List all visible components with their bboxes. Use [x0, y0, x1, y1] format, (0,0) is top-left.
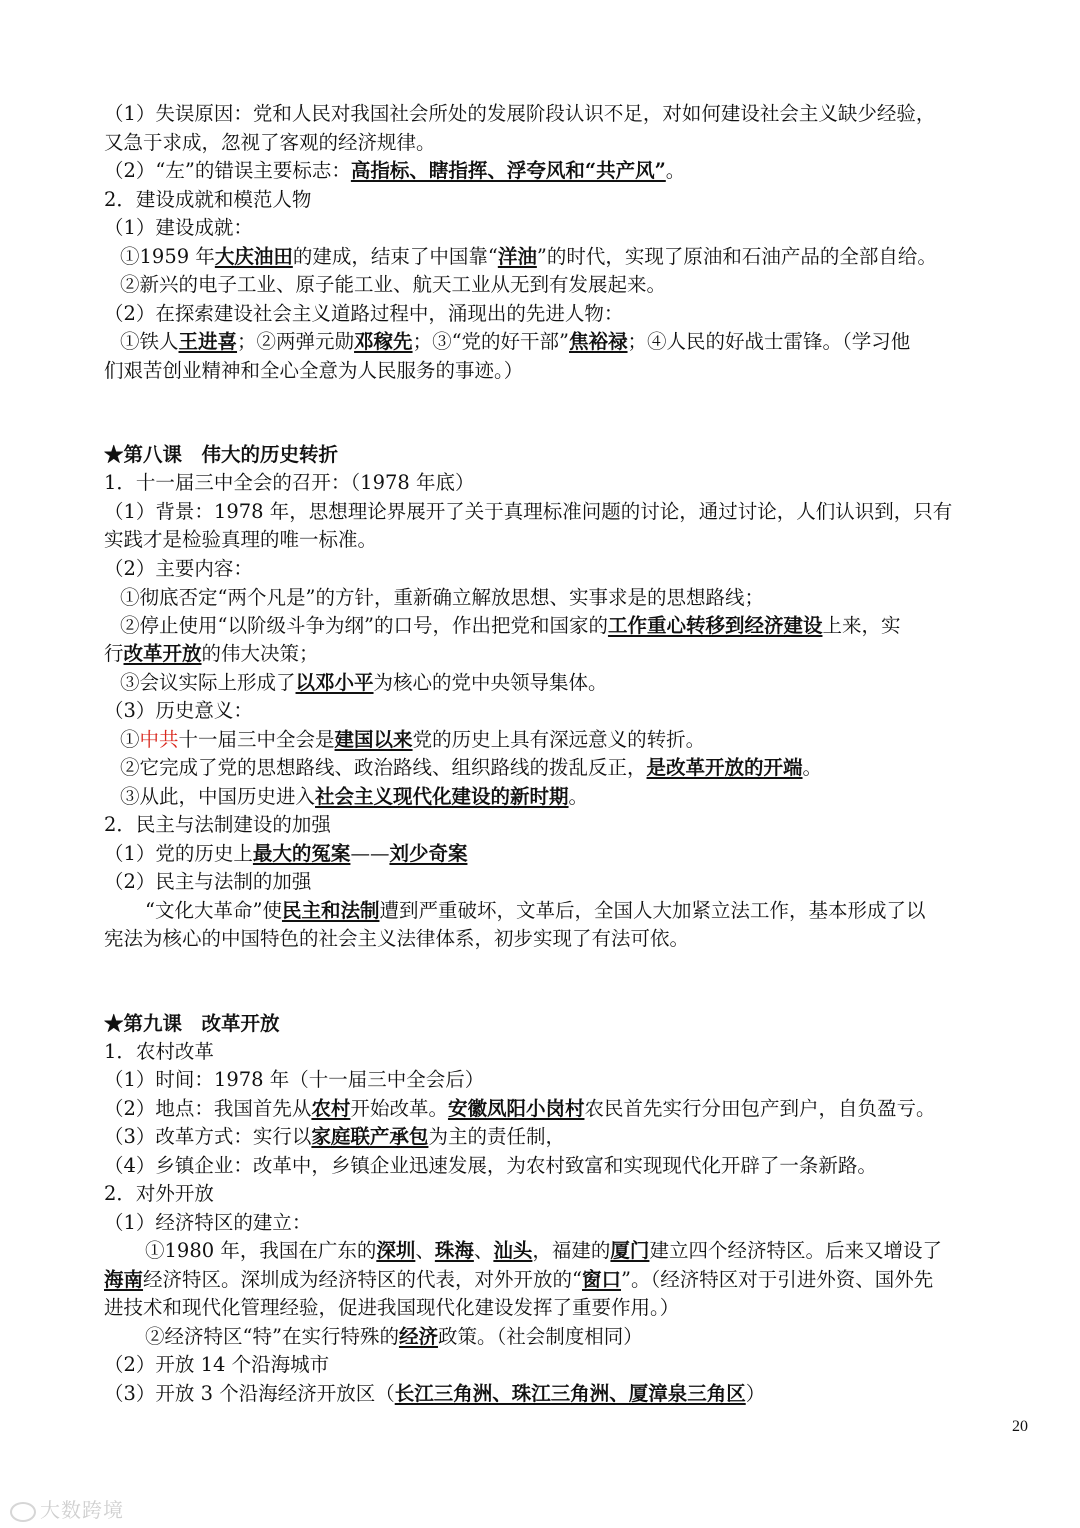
text-segment: ③会议实际上形成了 — [120, 671, 296, 694]
text-line — [120, 726, 705, 754]
text-line — [104, 1180, 214, 1208]
highlighted-text: 中共 — [139, 728, 179, 751]
text-segment: 上来，实 — [822, 614, 901, 637]
watermark-logo-icon — [10, 1502, 36, 1522]
text-line — [104, 840, 467, 868]
text-line — [104, 357, 523, 385]
text-segment: ；④人民的好战士雷锋。（学习他 — [627, 330, 911, 353]
key-term: 农村 — [311, 1097, 351, 1120]
text-segment: “文化大革命”使 — [145, 899, 282, 922]
text-segment: ；②两弹元勋 — [237, 330, 355, 353]
text-line — [104, 469, 474, 497]
text-line — [104, 1123, 565, 1151]
text-segment: 们艰苦创业精神和全心全意为人民服务的事迹。） — [104, 359, 524, 382]
text-line — [104, 157, 685, 185]
text-segment: 党的历史上具有深远意义的转折。 — [412, 728, 706, 751]
text-segment: 。 — [665, 159, 686, 182]
text-segment: （3）开放 3 个沿海经济开放区（ — [104, 1382, 395, 1405]
key-term: 深圳 — [376, 1239, 416, 1262]
text-line — [120, 612, 900, 640]
text-segment: ”的时代，实现了原油和石油产品的全部自给。 — [536, 245, 937, 268]
text-segment: （2）开放 14 个沿海城市 — [104, 1353, 330, 1376]
watermark — [10, 1494, 124, 1523]
text-line — [120, 754, 822, 782]
text-segment: 2．对外开放 — [104, 1182, 214, 1205]
text-line — [120, 783, 588, 811]
text-segment: ，福建的 — [532, 1239, 611, 1262]
section-heading: ★第九课 改革开放 — [104, 1012, 280, 1035]
key-term: 王进喜 — [178, 330, 238, 353]
text-line — [104, 640, 319, 668]
text-line — [104, 100, 935, 128]
text-segment: ②经济特区“特”在实行特殊的 — [145, 1325, 399, 1348]
text-segment: （1）失误原因：党和人民对我国社会所处的发展阶段认识不足，对如何建设社会主义缺少经验， — [104, 102, 936, 125]
key-term: 家庭联产承包 — [311, 1125, 429, 1148]
key-term: 汕头 — [493, 1239, 533, 1262]
text-segment: 2．民主与法制建设的加强 — [104, 813, 331, 836]
text-segment: 农民首先实行分田包产到户，自负盈亏。 — [584, 1097, 936, 1120]
text-segment: （2）主要内容： — [104, 557, 253, 580]
text-segment: （1）党的历史上 — [104, 842, 253, 865]
text-segment: 又急于求成，忽视了客观的经济规律。 — [104, 131, 436, 154]
text-segment: （3）改革方式：实行以 — [104, 1125, 312, 1148]
text-segment: 遭到严重破坏，文革后，全国人大加紧立法工作，基本形成了以 — [379, 899, 926, 922]
key-term: 焦裕禄 — [569, 330, 628, 353]
text-line — [120, 328, 910, 356]
text-line — [104, 526, 377, 554]
text-segment: 行 — [104, 642, 124, 665]
text-line — [104, 129, 436, 157]
text-line — [145, 1323, 643, 1351]
text-segment: 宪法为核心的中国特色的社会主义法律体系，初步实现了有法可依。 — [104, 927, 690, 950]
key-term: 经济 — [398, 1325, 438, 1348]
text-segment: ；③“党的好干部” — [412, 330, 570, 353]
text-line — [120, 584, 764, 612]
text-segment: 开始改革。 — [350, 1097, 448, 1120]
key-term: 建国以来 — [334, 728, 413, 751]
text-line — [104, 1380, 765, 1408]
text-line — [104, 214, 253, 242]
text-segment: 。 — [568, 785, 589, 808]
text-segment: 为核心的党中央领导集体。 — [373, 671, 608, 694]
key-term: 高指标、瞎指挥、浮夸风和“共产风” — [350, 159, 666, 182]
text-segment: （1）建设成就： — [104, 216, 253, 239]
text-segment: 的伟大决策； — [201, 642, 319, 665]
text-segment: （2）“左”的错误主要标志： — [104, 159, 351, 182]
text-segment: （1）时间：1978 年（十一届三中全会后） — [104, 1068, 485, 1091]
text-line — [104, 1152, 877, 1180]
text-line — [120, 243, 937, 271]
text-line — [104, 1294, 679, 1322]
key-term: 邓稼先 — [354, 330, 413, 353]
text-line — [104, 1095, 935, 1123]
text-segment: ①铁人 — [120, 330, 179, 353]
text-segment: 建立四个经济特区。后来又增设了 — [649, 1239, 942, 1262]
text-line — [104, 1038, 214, 1066]
text-segment: ②新兴的电子工业、原子能工业、航天工业从无到有发展起来。 — [120, 273, 667, 296]
text-line — [104, 498, 952, 526]
text-line — [104, 697, 253, 725]
key-term: 洋油 — [497, 245, 537, 268]
key-term: 民主和法制 — [281, 899, 380, 922]
text-segment: （3）历史意义： — [104, 699, 253, 722]
text-segment: ②它完成了党的思想路线、政治路线、组织路线的拨乱反正， — [120, 756, 647, 779]
text-line — [104, 441, 338, 469]
key-term: 工作重心转移到经济建设 — [607, 614, 823, 637]
text-segment: ① — [120, 728, 140, 751]
key-term: 最大的冤案 — [252, 842, 351, 865]
text-segment: （2）地点：我国首先从 — [104, 1097, 312, 1120]
key-term: 窗口 — [582, 1268, 622, 1291]
text-segment: —— — [350, 842, 390, 865]
text-segment: 进技术和现代化管理经验，促进我国现代化建设发挥了重要作用。） — [104, 1296, 680, 1319]
text-segment: （1）背景：1978 年，思想理论界展开了关于真理标准问题的讨论，通过讨论，人们认识到，只有 — [104, 500, 953, 523]
text-line — [104, 811, 331, 839]
text-segment: 、 — [415, 1239, 435, 1262]
text-line — [104, 555, 253, 583]
text-segment: 1．农村改革 — [104, 1040, 214, 1063]
text-segment: 政策。（社会制度相同） — [437, 1325, 643, 1348]
text-segment: ②停止使用“以阶级斗争为纲”的口号，作出把党和国家的 — [120, 614, 608, 637]
text-line — [104, 1209, 311, 1237]
text-line — [104, 1266, 933, 1294]
key-term: 安徽凤阳小岗村 — [447, 1097, 585, 1120]
text-segment: 、 — [473, 1239, 494, 1262]
text-line — [104, 868, 311, 896]
text-line — [145, 897, 925, 925]
text-segment: ”。（经济特区对于引进外资、国外先 — [621, 1268, 934, 1291]
text-segment: （2）民主与法制的加强 — [104, 870, 312, 893]
text-segment: 2．建设成就和模范人物 — [104, 188, 312, 211]
key-term: 长江三角洲、珠江三角洲、厦漳泉三角区 — [394, 1382, 746, 1405]
text-segment: 十一届三中全会是 — [178, 728, 335, 751]
key-term: 改革开放 — [123, 642, 202, 665]
key-term: 大庆油田 — [214, 245, 293, 268]
text-line — [120, 271, 666, 299]
text-segment: 为主的责任制， — [428, 1125, 565, 1148]
key-term: 海南 — [104, 1268, 144, 1291]
text-segment: ①1959 年 — [120, 245, 215, 268]
text-segment: （2）在探索建设社会主义道路过程中，涌现出的先进人物： — [104, 302, 624, 325]
section-heading: ★第八课 伟大的历史转折 — [104, 443, 339, 466]
text-segment: ③从此，中国历史进入 — [120, 785, 316, 808]
text-line — [104, 1351, 329, 1379]
text-line — [120, 669, 608, 697]
text-segment: ①彻底否定“两个凡是”的方针，重新确立解放思想、实事求是的思想路线； — [120, 586, 764, 609]
key-term: 刘少奇案 — [389, 842, 468, 865]
text-segment: ①1980 年，我国在广东的 — [145, 1239, 377, 1262]
text-line — [104, 186, 311, 214]
text-segment: 1．十一届三中全会的召开：（1978 年底） — [104, 471, 475, 494]
key-term: 是改革开放的开端 — [646, 756, 803, 779]
key-term: 社会主义现代化建设的新时期 — [315, 785, 569, 808]
text-segment: 的建成，结束了中国靠“ — [292, 245, 498, 268]
key-term: 以邓小平 — [295, 671, 374, 694]
text-segment: （4）乡镇企业：改革中，乡镇企业迅速发展，为农村致富和实现现代化开辟了一条新路。 — [104, 1154, 877, 1177]
key-term: 厦门 — [610, 1239, 650, 1262]
text-segment: 实践才是检验真理的唯一标准。 — [104, 528, 378, 551]
text-segment: （1）经济特区的建立： — [104, 1211, 312, 1234]
text-line — [145, 1237, 942, 1265]
text-segment: ） — [745, 1382, 766, 1405]
text-segment: 经济特区。深圳成为经济特区的代表，对外开放的“ — [143, 1268, 582, 1291]
page-number: 20 — [1012, 1418, 1028, 1435]
key-term: 珠海 — [434, 1239, 474, 1262]
text-line — [104, 925, 689, 953]
text-line — [104, 1066, 484, 1094]
text-segment: 。 — [802, 756, 823, 779]
text-line — [104, 1010, 280, 1038]
watermark-text: 大数跨境 — [40, 1498, 124, 1522]
text-line — [104, 300, 623, 328]
